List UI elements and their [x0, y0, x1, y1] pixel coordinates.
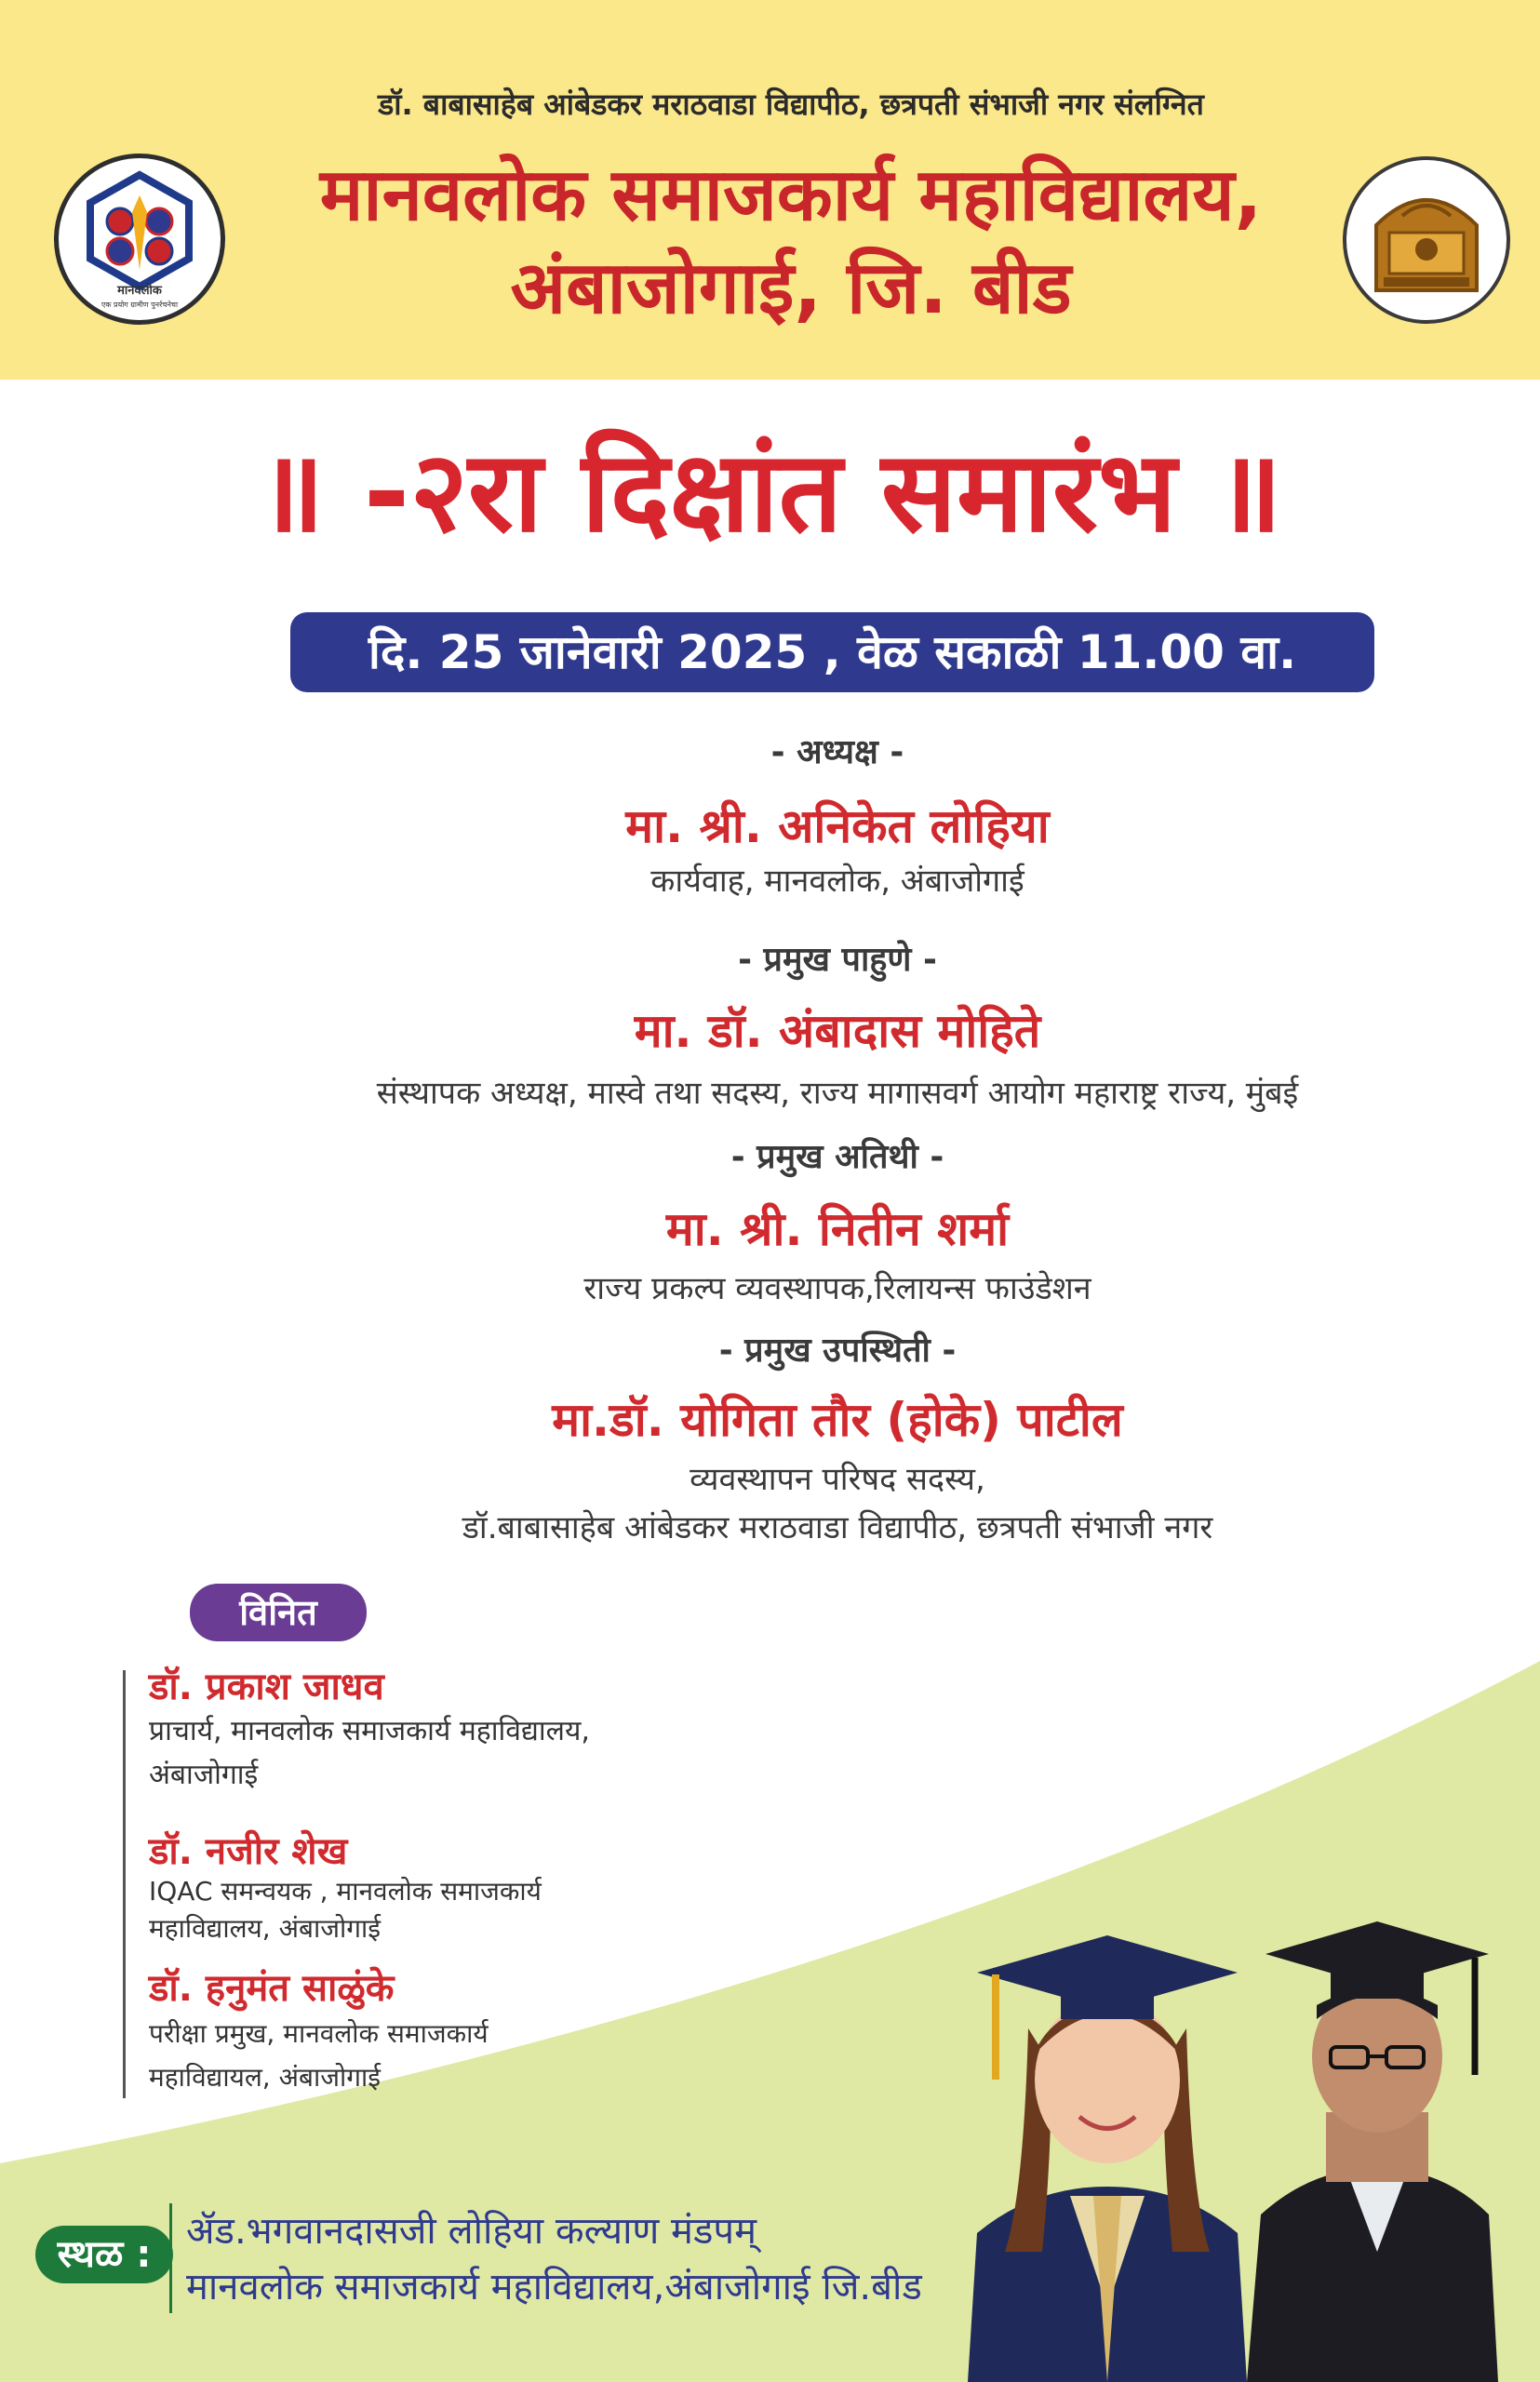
- graduates-illustration: [940, 1917, 1498, 2382]
- signatory-2-line-2: महाविद्यालय, अंबाजोगाई: [149, 1913, 382, 1944]
- signatory-2-name: डॉ. नजीर शेख: [149, 1830, 348, 1873]
- guest-president-name: मा. श्री. अनिकेत लोहिया: [625, 799, 1050, 853]
- college-name-line2: अंबाजोगाई, जि. बीड: [510, 247, 1072, 330]
- venue-label: स्थळ :: [35, 2226, 173, 2283]
- guest-presence-name: मा.डॉ. योगिता तौर (होके) पाटील: [552, 1393, 1123, 1447]
- signatory-3-line-1: परीक्षा प्रमुख, मानवलोक समाजकार्य: [149, 2018, 489, 2049]
- logo-caption: मानवलोक: [117, 284, 162, 298]
- role-president: - अध्यक्ष -: [770, 733, 904, 771]
- event-title: ॥ -२रा दिक्षांत समारंभ ॥: [258, 428, 1282, 557]
- guest-special-guest-name: मा. श्री. नितीन शर्मा: [665, 1202, 1010, 1256]
- role-presence: - प्रमुख उपस्थिती -: [718, 1332, 957, 1370]
- university-affiliation: डॉ. बाबासाहेब आंबेडकर मराठवाडा विद्यापीठ, छत्रपती संभाजी नगर संलग्नित: [378, 87, 1204, 122]
- signatory-3-line-2: महाविद्यायल, अंबाजोगाई: [149, 2062, 382, 2093]
- signatory-3-name: डॉ. हनुमंत साळुंके: [149, 1967, 395, 2010]
- role-chief-guest: - प्रमुख पाहुणे -: [738, 941, 937, 979]
- guest-president-designation: कार्यवाह, मानवलोक, अंबाजोगाई: [650, 863, 1024, 900]
- guest-chief-guest-name: मा. डॉ. अंबादास मोहिते: [634, 1004, 1041, 1058]
- venue-line-1: ॲड.भगवानदासजी लोहिया कल्याण मंडपम्: [186, 2210, 757, 2253]
- role-special-guest: - प्रमुख अतिथी -: [730, 1138, 944, 1176]
- signatory-1-line-2: अंबाजोगाई: [149, 1759, 259, 1791]
- guest-presence-designation-2: डॉ.बाबासाहेब आंबेडकर मराठवाडा विद्यापीठ, छत्रपती संभाजी नगर: [462, 1509, 1213, 1546]
- signatory-1-line-1: प्राचार्य, मानवलोक समाजकार्य महाविद्यालय,: [149, 1715, 590, 1747]
- signatories-divider: [123, 1670, 126, 2098]
- guest-chief-guest-designation: संस्थापक अध्यक्ष, मास्वे तथा सदस्य, राज्य मागासवर्ग आयोग महाराष्ट्र राज्य, मुंबई: [376, 1075, 1299, 1112]
- college-name-line1: मानवलोक समाजकार्य महाविद्यालय,: [319, 154, 1263, 237]
- venue-divider: [169, 2203, 172, 2313]
- date-time-banner: दि. 25 जानेवारी 2025 , वेळ सकाळी 11.00 वा.: [290, 612, 1374, 692]
- signatory-1-name: डॉ. प्रकाश जाधव: [149, 1666, 384, 1708]
- logo-tagline: एक प्रयोग ग्रामीण पुनर्रचनेचा: [100, 301, 179, 309]
- vinit-badge: विनित: [190, 1584, 367, 1641]
- guest-special-guest-designation: राज्य प्रकल्प व्यवस्थापक,रिलायन्स फाउंडेशन: [583, 1270, 1091, 1307]
- signatory-2-line-1: IQAC समन्वयक , मानवलोक समाजकार्य: [149, 1876, 542, 1907]
- guest-presence-designation-1: व्यवस्थापन परिषद सदस्य,: [690, 1461, 985, 1498]
- venue-line-2: मानवलोक समाजकार्य महाविद्यालय,अंबाजोगाई जि.बीड: [186, 2266, 922, 2308]
